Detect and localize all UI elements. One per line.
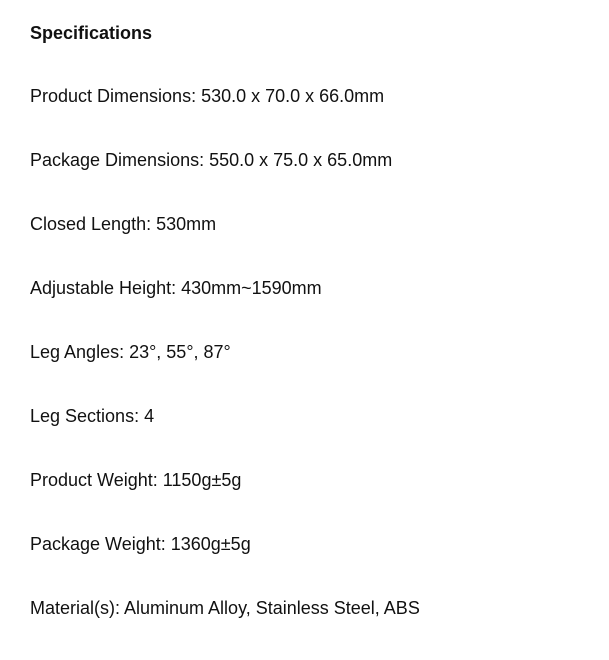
- spec-closed-length: Closed Length: 530mm: [30, 214, 217, 234]
- spec-leg-sections: Leg Sections: 4: [30, 406, 155, 426]
- specifications-heading: Specifications: [30, 23, 153, 43]
- spec-leg-angles: Leg Angles: 23°, 55°, 87°: [30, 342, 231, 362]
- spec-product-weight: Product Weight: 1150g±5g: [30, 470, 242, 490]
- specifications-list: [30, 84, 420, 660]
- spec-package-weight: Package Weight: 1360g±5g: [30, 534, 251, 554]
- spec-package-dimensions: Package Dimensions: 550.0 x 75.0 x 65.0mm: [30, 150, 393, 170]
- spec-adjustable-height: Adjustable Height: 430mm~1590mm: [30, 278, 322, 298]
- spec-materials: Material(s): Aluminum Alloy, Stainless Steel, ABS: [30, 598, 420, 618]
- spec-product-dimensions: Product Dimensions: 530.0 x 70.0 x 66.0mm: [30, 86, 385, 106]
